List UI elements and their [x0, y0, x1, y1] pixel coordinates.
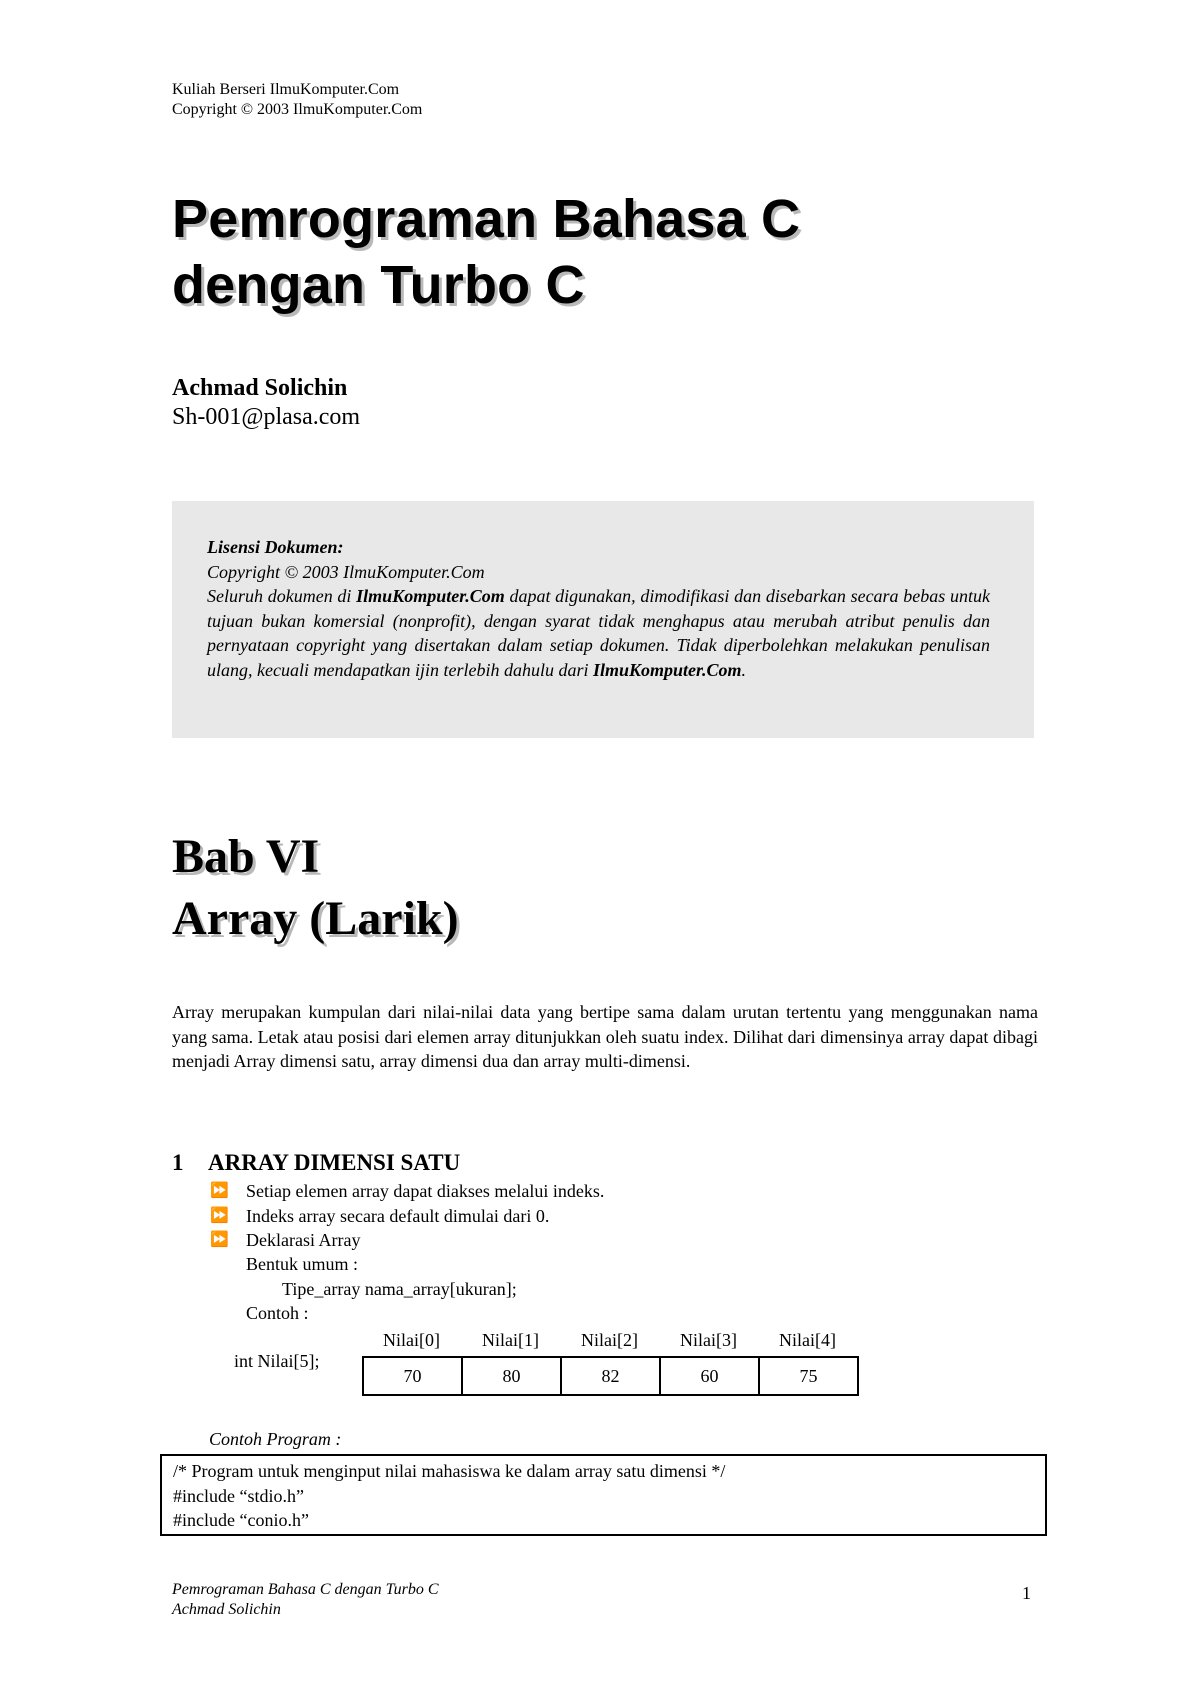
- bullet-text: Setiap elemen array dapat diakses melalui indeks.: [246, 1181, 605, 1201]
- bullet-text: Indeks array secara default dimulai dari 0.: [246, 1205, 550, 1226]
- array-index-row: [362, 1328, 859, 1352]
- document-title: [172, 186, 800, 318]
- form-syntax: Tipe_array nama_array[ukuran];: [282, 1279, 517, 1299]
- example-label: Contoh :: [246, 1303, 309, 1323]
- array-cell: 60: [661, 1358, 760, 1394]
- license-title: Lisensi Dokumen:: [207, 537, 344, 557]
- array-cell: 75: [799, 1366, 818, 1386]
- license-body: [207, 584, 990, 682]
- chapter-title: [172, 826, 459, 950]
- license-text-2: dapat digunakan, dimodifikasi dan disebarkan secara bebas untuk tujuan bukan komersial (nonprofit), dengan syarat tidak menghapus atau merubah atribut penulis dan pernyataan copyright yang disertakan dalam setiap dokumen. Tidak diperbolehkan melakukan penulisan ulang, kecuali mendapatkan ijin terlebih dahulu dari: [207, 586, 990, 680]
- code-line: /* Program untuk menginput nilai mahasiswa ke dalam array satu dimensi */: [173, 1461, 726, 1481]
- author-name: Achmad Solichin: [172, 375, 348, 401]
- code-box: [160, 1454, 1047, 1536]
- code-line: #include “stdio.h”: [173, 1485, 304, 1506]
- license-text-1: Seluruh dokumen di: [207, 586, 357, 606]
- header-series: Kuliah Berseri IlmuKomputer.Com: [172, 81, 400, 98]
- list-item: [210, 1228, 604, 1253]
- list-item: [210, 1204, 604, 1229]
- page-number: 1: [1022, 1583, 1031, 1603]
- array-cell: 80: [463, 1358, 562, 1394]
- double-arrow-icon: ⏩: [210, 1207, 229, 1224]
- section-title: ARRAY DIMENSI SATU: [208, 1150, 461, 1175]
- array-cell: 82: [562, 1358, 661, 1394]
- array-index: Nilai[0]: [383, 1330, 440, 1350]
- code-line: #include “conio.h”: [173, 1510, 309, 1530]
- array-table: [362, 1328, 859, 1396]
- intro-paragraph: Array merupakan kumpulan dari nilai-nilai data yang bertipe sama dalam urutan tertentu yang menggunakan nama yang sama. Letak atau posisi dari elemen array ditunjukkan oleh suatu index. Dilihat dari dimensinya array dapat dibagi menjadi Array dimensi satu, array dimensi dua dan array multi-dimensi.: [172, 1002, 1038, 1071]
- chapter-name: Array (Larik): [172, 892, 459, 945]
- section-heading: [172, 1149, 460, 1177]
- license-copyright: Copyright © 2003 IlmuKomputer.Com: [207, 561, 485, 582]
- page-header: [172, 80, 422, 120]
- program-label: Contoh Program :: [209, 1429, 342, 1449]
- chapter-number: Bab VI: [172, 830, 320, 883]
- double-arrow-icon: ⏩: [210, 1232, 229, 1248]
- author-block: [172, 374, 360, 432]
- page-footer: [172, 1580, 439, 1620]
- section-number: 1: [172, 1150, 184, 1175]
- array-index: Nilai[4]: [779, 1330, 836, 1350]
- license-box: [172, 501, 1034, 738]
- title-line-1: Pemrograman Bahasa C: [172, 189, 801, 249]
- array-index: Nilai[3]: [680, 1330, 737, 1350]
- double-arrow-icon: ⏩: [210, 1183, 229, 1199]
- author-email: Sh-001@plasa.com: [172, 404, 361, 430]
- array-index: Nilai[1]: [482, 1330, 539, 1350]
- array-cell: 70: [364, 1358, 463, 1394]
- footer-title: Pemrograman Bahasa C dengan Turbo C: [172, 1581, 439, 1598]
- header-copyright: Copyright © 2003 IlmuKomputer.Com: [172, 101, 423, 118]
- footer-author: Achmad Solichin: [172, 1601, 281, 1618]
- license-site-1: IlmuKomputer.Com: [356, 586, 505, 606]
- license-text-end: .: [741, 659, 746, 680]
- array-declaration: int Nilai[5];: [234, 1351, 320, 1371]
- bullet-text: Deklarasi Array: [246, 1230, 361, 1250]
- license-site-2: IlmuKomputer.Com: [592, 659, 742, 680]
- bullet-list: [210, 1179, 604, 1253]
- title-line-2: dengan Turbo C: [172, 255, 585, 315]
- array-index: Nilai[2]: [581, 1330, 638, 1350]
- array-value-row: [362, 1356, 859, 1396]
- form-label: Bentuk umum :: [246, 1254, 358, 1274]
- list-item: [210, 1179, 604, 1204]
